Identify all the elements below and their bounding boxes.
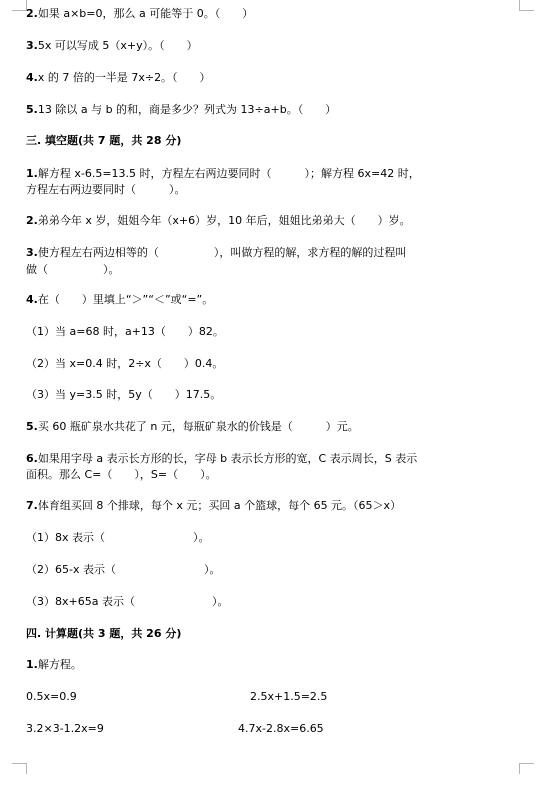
equation-left: 3.2×3-1.2x=9 xyxy=(26,722,104,735)
question-line: 4.在（ ）里填上“＞”“＜”或“=”。 xyxy=(26,293,214,306)
equation-left: 0.5x=0.9 xyxy=(26,690,77,703)
question-line: 2.弟弟今年 x 岁，姐姐今年（x+6）岁，10 年后，姐姐比弟弟大（ ）岁。 xyxy=(26,214,411,227)
sub-question-line: （1）当 a=68 时，a+13（ ）82。 xyxy=(26,325,224,338)
question-line-continued: 面积。那么 C=（ ），S=（ ）。 xyxy=(26,468,217,481)
sub-question-line: （1）8x 表示（ ）。 xyxy=(26,531,210,544)
section-heading: 三. 填空题(共 7 题，共 28 分) xyxy=(26,134,182,147)
equation-right: 4.7x-2.8x=6.65 xyxy=(238,722,324,735)
sub-question-line: （2）当 x=0.4 时，2÷x（ ）0.4。 xyxy=(26,357,224,370)
question-line: 7.体育组买回 8 个排球，每个 x 元；买回 a 个篮球，每个 65 元。（65＞x） xyxy=(26,499,402,512)
question-line-continued: 方程左右两边要同时（ ）。 xyxy=(26,183,186,196)
question-line: 2.如果 a×b=0，那么 a 可能等于 0。（ ） xyxy=(26,7,254,20)
question-line: 4.x 的 7 倍的一半是 7x÷2。（ ） xyxy=(26,71,211,84)
corner-mark-top-left xyxy=(12,0,27,11)
equation-right: 2.5x+1.5=2.5 xyxy=(250,690,328,703)
question-line-continued: 做（ ）。 xyxy=(26,263,120,276)
corner-mark-top-right xyxy=(519,0,534,11)
section-heading: 四. 计算题(共 3 题，共 26 分) xyxy=(26,627,182,640)
question-line: 5.买 60 瓶矿泉水共花了 n 元，每瓶矿泉水的价钱是（ ）元。 xyxy=(26,420,359,433)
question-line: 3.使方程左右两边相等的（ ），叫做方程的解，求方程的解的过程叫 xyxy=(26,246,407,259)
sub-question-line: （3）当 y=3.5 时，5y（ ）17.5。 xyxy=(26,388,222,401)
corner-mark-bottom-right xyxy=(519,763,534,774)
question-line: 5.13 除以 a 与 b 的和，商是多少？列式为 13÷a+b。（ ） xyxy=(26,103,337,116)
question-line: 1.解方程。 xyxy=(26,658,82,671)
question-line: 3.5x 可以写成 5（x+y）。（ ） xyxy=(26,39,198,52)
corner-mark-bottom-left xyxy=(12,763,27,774)
sub-question-line: （2）65-x 表示（ ）。 xyxy=(26,563,221,576)
question-line: 6.如果用字母 a 表示长方形的长，字母 b 表示长方形的宽，C 表示周长，S 表示 xyxy=(26,452,418,465)
question-line: 1.解方程 x-6.5=13.5 时，方程左右两边要同时（ ）；解方程 6x=42 时， xyxy=(26,167,420,180)
sub-question-line: （3）8x+65a 表示（ ）。 xyxy=(26,595,229,608)
